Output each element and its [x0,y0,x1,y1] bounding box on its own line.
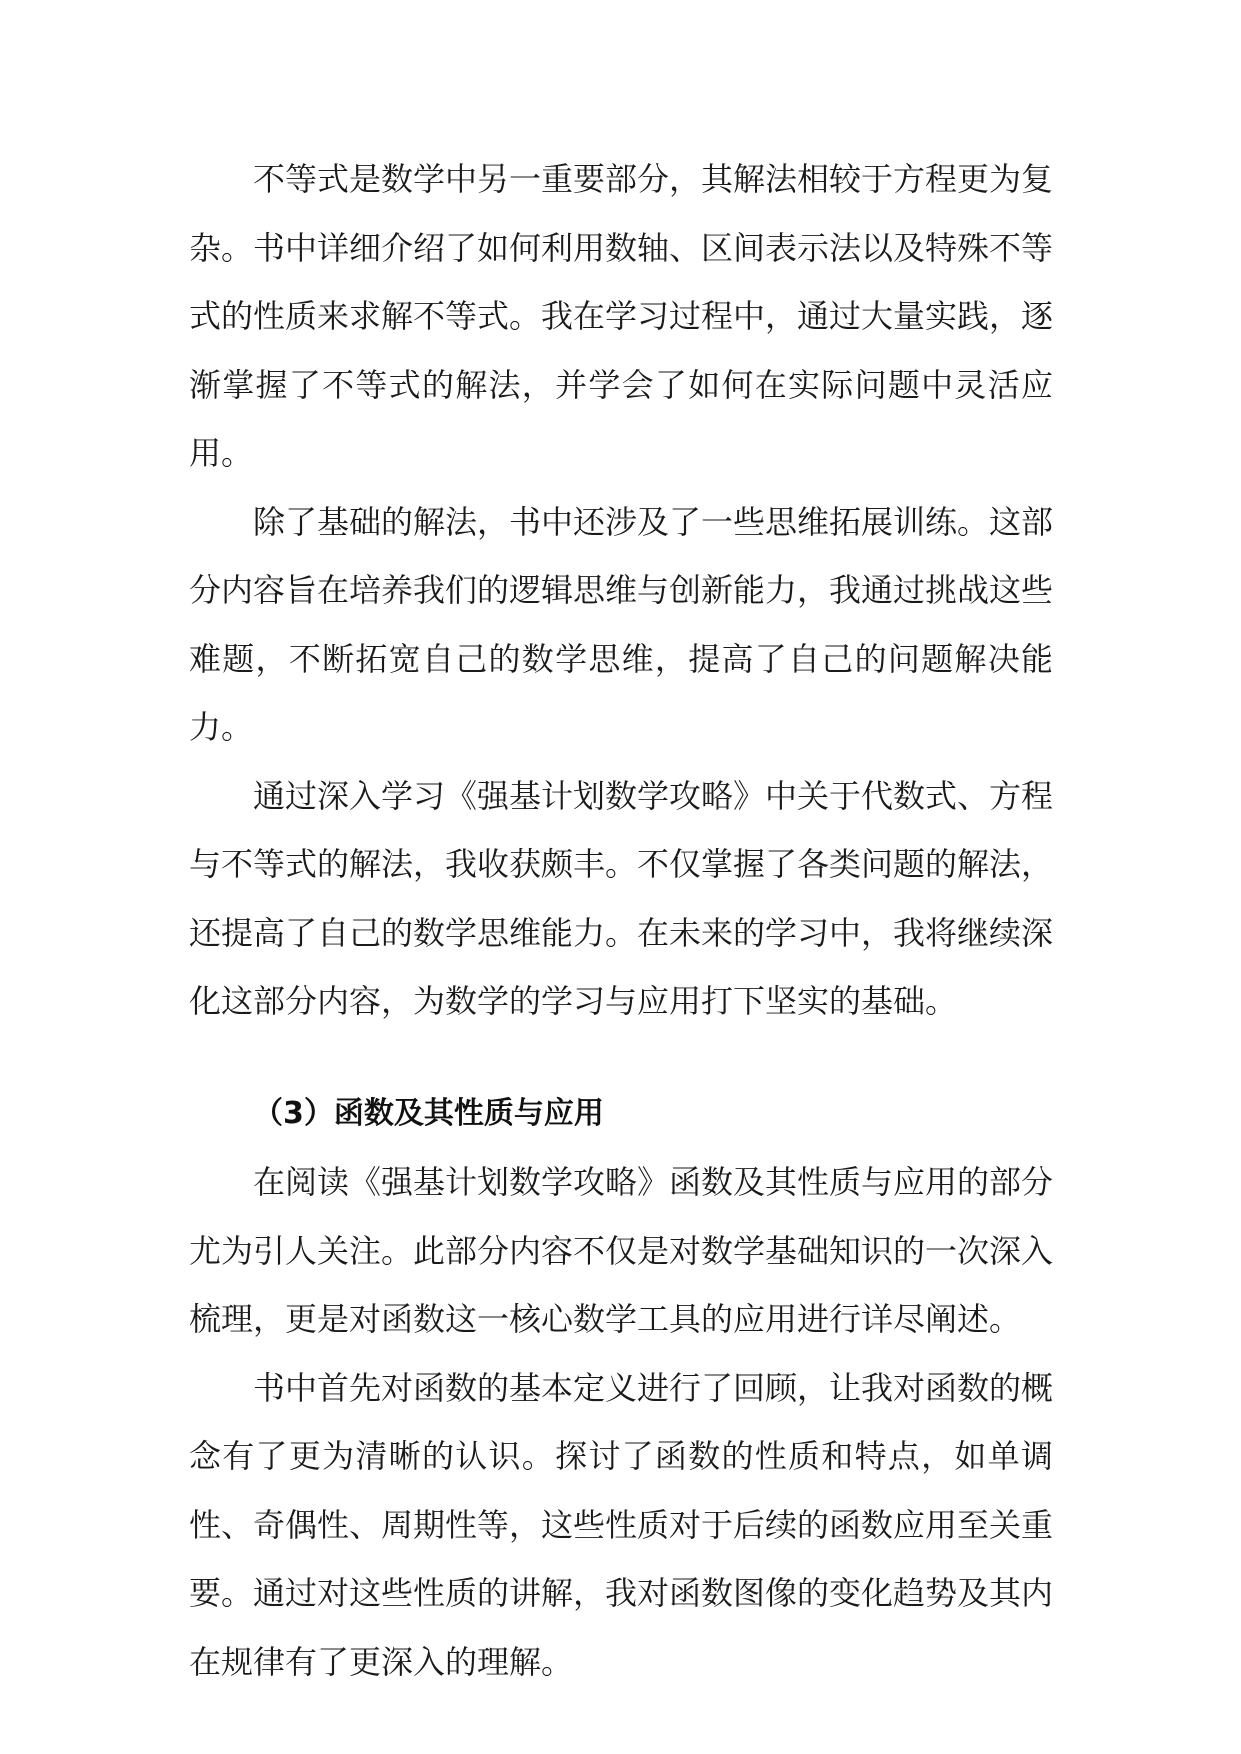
paragraph-inequality-intro: 不等式是数学中另一重要部分，其解法相较于方程更为复杂。书中详细介绍了如何利用数轴、区间表示法以及特殊不等式的性质来求解不等式。我在学习过程中，通过大量实践，逐渐掌握了不等式的解法，并学会了如何在实际问题中灵活应用。 [189,160,1054,472]
paragraph-functions-properties: 书中首先对函数的基本定义进行了回顾，让我对函数的概念有了更为清晰的认识。探讨了函数的性质和特点，如单调性、奇偶性、周期性等，这些性质对于后续的函数应用至关重要。通过对这些性质的讲解，我对函数图像的变化趋势及其内在规律有了更深入的理解。 [189,1368,1054,1681]
section-heading: （3）函数及其性质与应用 [253,1095,604,1131]
paragraph-thinking-training: 除了基础的解法，书中还涉及了一些思维拓展训练。这部分内容旨在培养我们的逻辑思维与创新能力，我通过挑战这些难题，不断拓宽自己的数学思维，提高了自己的问题解决能力。 [189,502,1054,746]
document-body [189,145,1053,1696]
paragraph-functions-intro: 在阅读《强基计划数学攻略》函数及其性质与应用的部分尤为引人关注。此部分内容不仅是对数学基础知识的一次深入梳理，更是对函数这一核心数学工具的应用进行详尽阐述。 [189,1163,1054,1338]
paragraph-algebra-summary: 通过深入学习《强基计划数学攻略》中关于代数式、方程与不等式的解法，我收获颇丰。不仅掌握了各类问题的解法，还提高了自己的数学思维能力。在未来的学习中，我将继续深化这部分内容，为数学的学习与应用打下坚实的基础。 [189,776,1054,1020]
